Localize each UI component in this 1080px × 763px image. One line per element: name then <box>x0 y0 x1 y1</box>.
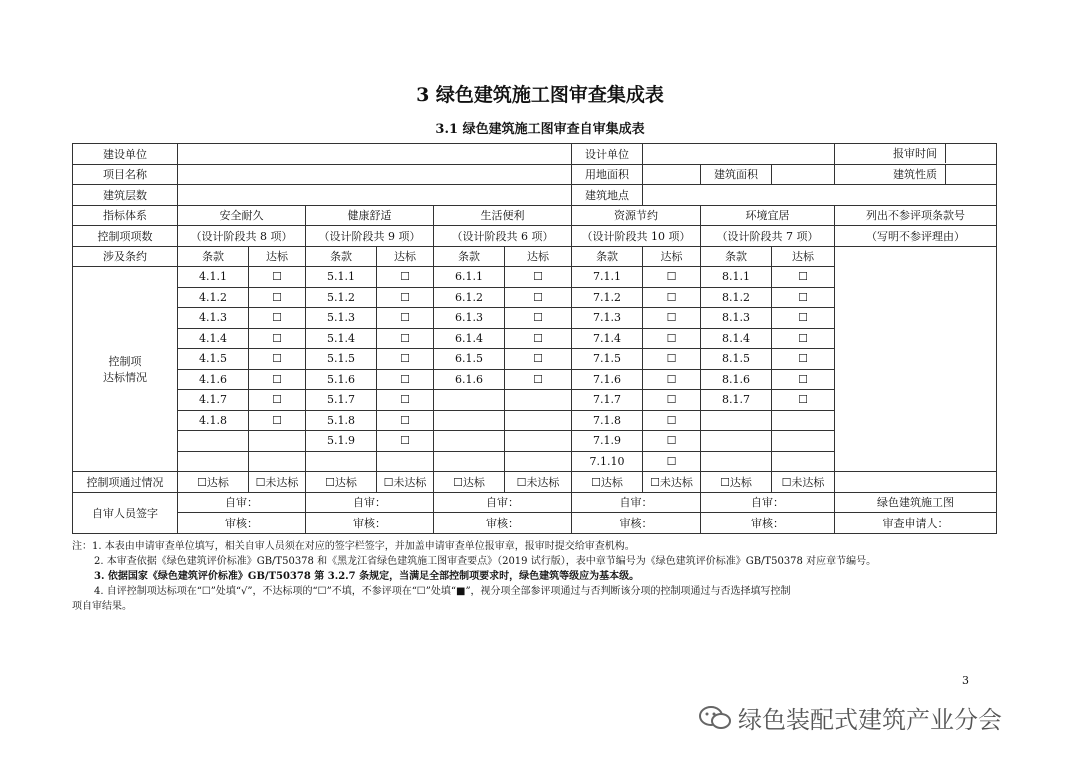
clause-number: 7.1.4 <box>572 328 643 349</box>
reach-checkbox[interactable]: ☐ <box>377 267 434 288</box>
empty-cell <box>178 451 249 472</box>
reach-checkbox[interactable]: ☐ <box>772 287 835 308</box>
clause-number: 7.1.2 <box>572 287 643 308</box>
header-reach: 达标 <box>249 246 306 267</box>
label-design-unit: 设计单位 <box>572 144 643 165</box>
empty-cell <box>505 390 572 411</box>
status-label-line2: 达标情况 <box>103 371 147 384</box>
empty-cell <box>434 390 505 411</box>
clause-number: 5.1.1 <box>306 267 377 288</box>
label-status <box>73 267 178 472</box>
clause-number: 4.1.2 <box>178 287 249 308</box>
clause-number: 5.1.2 <box>306 287 377 308</box>
header-clause: 条款 <box>572 246 643 267</box>
reach-checkbox[interactable]: ☐ <box>643 410 701 431</box>
clause-number: 6.1.4 <box>434 328 505 349</box>
field-project-name[interactable] <box>178 164 572 185</box>
reach-checkbox[interactable]: ☐ <box>249 410 306 431</box>
fail-option[interactable]: ☐未达标 <box>772 472 835 493</box>
reach-checkbox[interactable]: ☐ <box>377 349 434 370</box>
clause-number: 7.1.8 <box>572 410 643 431</box>
clause-number: 4.1.4 <box>178 328 249 349</box>
note-2: 2. 本审查依据《绿色建筑评价标准》GB/T50378 和《黑龙江省绿色建筑施工图审查要点》（2019 试行版），表中章节编号为《绿色建筑评价标准》GB/T50378 对应章节编号。 <box>94 556 877 567</box>
label-report-time: 报审时间 <box>885 144 946 163</box>
clause-number: 4.1.5 <box>178 349 249 370</box>
category-health: 健康舒适 <box>306 205 434 226</box>
watermark-text: 绿色装配式建筑产业分会 <box>738 706 1002 734</box>
empty-cell <box>772 451 835 472</box>
header-reach: 达标 <box>377 246 434 267</box>
clause-number: 7.1.6 <box>572 369 643 390</box>
label-system: 指标体系 <box>73 205 178 226</box>
clause-number: 7.1.3 <box>572 308 643 329</box>
empty-cell <box>701 431 772 452</box>
field-building-area[interactable] <box>772 164 835 185</box>
header-clause: 条款 <box>178 246 249 267</box>
report-time-cell <box>835 144 997 165</box>
header-clause: 条款 <box>306 246 377 267</box>
header-reach: 达标 <box>505 246 572 267</box>
header-reach: 达标 <box>772 246 835 267</box>
empty-cell <box>505 451 572 472</box>
reach-checkbox[interactable]: ☐ <box>772 308 835 329</box>
applicant-label-line2: 审查申请人： <box>835 513 997 534</box>
self-review-field[interactable]: 自审： <box>306 492 434 513</box>
empty-cell <box>434 431 505 452</box>
empty-cell <box>178 431 249 452</box>
reach-checkbox[interactable]: ☐ <box>772 267 835 288</box>
reach-checkbox[interactable]: ☐ <box>249 267 306 288</box>
empty-cell <box>772 431 835 452</box>
header-clause: 条款 <box>434 246 505 267</box>
reach-checkbox[interactable]: ☐ <box>377 390 434 411</box>
clause-number: 5.1.8 <box>306 410 377 431</box>
header-reach: 达标 <box>643 246 701 267</box>
label-floors: 建筑层数 <box>73 185 178 206</box>
field-land-area[interactable] <box>643 164 701 185</box>
page-title: 3 绿色建筑施工图审查集成表 <box>416 84 664 106</box>
reach-checkbox[interactable]: ☐ <box>249 287 306 308</box>
reach-checkbox[interactable]: ☐ <box>377 328 434 349</box>
count-resource: （设计阶段共 10 项） <box>572 226 701 247</box>
clause-number: 7.1.7 <box>572 390 643 411</box>
reach-checkbox[interactable]: ☐ <box>772 390 835 411</box>
clause-number: 8.1.2 <box>701 287 772 308</box>
empty-cell <box>434 410 505 431</box>
count-environment: （设计阶段共 7 项） <box>701 226 835 247</box>
reach-checkbox[interactable]: ☐ <box>377 410 434 431</box>
category-safety: 安全耐久 <box>178 205 306 226</box>
label-count: 控制项项数 <box>73 226 178 247</box>
label-excluded: 列出不参评项条款号 <box>835 205 997 226</box>
category-convenience: 生活便利 <box>434 205 572 226</box>
clause-number: 6.1.5 <box>434 349 505 370</box>
review-field[interactable]: 审核： <box>306 513 434 534</box>
review-table <box>72 143 997 534</box>
clause-number: 4.1.8 <box>178 410 249 431</box>
reach-checkbox[interactable]: ☐ <box>377 369 434 390</box>
field-location[interactable] <box>643 185 997 206</box>
clause-number: 7.1.1 <box>572 267 643 288</box>
self-review-field[interactable]: 自审： <box>572 492 701 513</box>
reach-checkbox[interactable]: ☐ <box>643 390 701 411</box>
count-health: （设计阶段共 9 项） <box>306 226 434 247</box>
category-environment: 环境宜居 <box>701 205 835 226</box>
reach-checkbox[interactable]: ☐ <box>377 431 434 452</box>
header-clause: 条款 <box>701 246 772 267</box>
clause-number: 6.1.1 <box>434 267 505 288</box>
clause-number: 8.1.3 <box>701 308 772 329</box>
field-build-unit[interactable] <box>178 144 572 165</box>
label-build-unit: 建设单位 <box>73 144 178 165</box>
building-nature-cell <box>835 164 997 185</box>
label-land-area: 用地面积 <box>572 164 643 185</box>
reach-checkbox[interactable]: ☐ <box>643 328 701 349</box>
count-convenience: （设计阶段共 6 项） <box>434 226 572 247</box>
clause-number: 8.1.5 <box>701 349 772 370</box>
reach-checkbox[interactable]: ☐ <box>377 287 434 308</box>
pass-option[interactable]: ☐达标 <box>701 472 772 493</box>
fail-option[interactable]: ☐未达标 <box>249 472 306 493</box>
clause-number: 5.1.5 <box>306 349 377 370</box>
reach-checkbox[interactable]: ☐ <box>505 308 572 329</box>
empty-cell <box>249 431 306 452</box>
clause-number: 5.1.6 <box>306 369 377 390</box>
note-4-cont: 项自审结果。 <box>72 601 132 612</box>
page-number: 3 <box>962 674 969 687</box>
self-review-field[interactable]: 自审： <box>178 492 306 513</box>
reach-checkbox[interactable]: ☐ <box>249 308 306 329</box>
clause-number: 8.1.4 <box>701 328 772 349</box>
reach-checkbox[interactable]: ☐ <box>643 267 701 288</box>
reach-checkbox[interactable]: ☐ <box>772 369 835 390</box>
clause-number: 6.1.6 <box>434 369 505 390</box>
reach-checkbox[interactable]: ☐ <box>505 287 572 308</box>
clause-number: 4.1.7 <box>178 390 249 411</box>
review-field[interactable]: 审核： <box>178 513 306 534</box>
reach-checkbox[interactable]: ☐ <box>505 267 572 288</box>
clause-number: 7.1.9 <box>572 431 643 452</box>
reach-checkbox[interactable]: ☐ <box>505 349 572 370</box>
clause-number: 5.1.9 <box>306 431 377 452</box>
self-review-field[interactable]: 自审： <box>434 492 572 513</box>
reach-checkbox[interactable]: ☐ <box>249 349 306 370</box>
clause-number: 5.1.3 <box>306 308 377 329</box>
label-pass: 控制项通过情况 <box>73 472 178 493</box>
note-4: 4. 自评控制项达标项在“☐”处填“√”，不达标项的“☐”不填，不参评项在“☐”处填“■”，视分项全部参评项通过与否判断该分项的控制项通过与否选择填写控制 <box>94 586 791 597</box>
empty-cell <box>835 472 997 493</box>
empty-cell <box>505 431 572 452</box>
label-location: 建筑地点 <box>572 185 643 206</box>
applicant-label-line1: 绿色建筑施工图 <box>835 492 997 513</box>
clause-number: 5.1.4 <box>306 328 377 349</box>
clause-number: 8.1.7 <box>701 390 772 411</box>
clause-number: 4.1.6 <box>178 369 249 390</box>
excluded-note: （写明不参评理由） <box>835 226 997 247</box>
reach-checkbox[interactable]: ☐ <box>643 369 701 390</box>
reach-checkbox[interactable]: ☐ <box>772 349 835 370</box>
reach-checkbox[interactable]: ☐ <box>377 308 434 329</box>
reach-checkbox[interactable]: ☐ <box>643 431 701 452</box>
label-building-area: 建筑面积 <box>701 164 772 185</box>
fail-option[interactable]: ☐未达标 <box>377 472 434 493</box>
category-resource: 资源节约 <box>572 205 701 226</box>
field-design-unit[interactable] <box>643 144 835 165</box>
field-floors[interactable] <box>178 185 572 206</box>
label-clause: 涉及条约 <box>73 246 178 267</box>
empty-cell <box>306 451 377 472</box>
empty-cell <box>434 451 505 472</box>
reach-checkbox[interactable]: ☐ <box>505 328 572 349</box>
reach-checkbox[interactable]: ☐ <box>772 328 835 349</box>
notes <box>72 539 992 614</box>
reach-checkbox[interactable]: ☐ <box>643 451 701 472</box>
note-1: 注：1. 本表由申请审查单位填写，相关自审人员须在对应的签字栏签字，并加盖申请审查单位报审章，报审时提交给审查机构。 <box>72 541 635 552</box>
reach-checkbox[interactable]: ☐ <box>643 349 701 370</box>
clause-number: 7.1.5 <box>572 349 643 370</box>
reach-checkbox[interactable]: ☐ <box>249 369 306 390</box>
pass-option[interactable]: ☐达标 <box>178 472 249 493</box>
clause-number: 7.1.10 <box>572 451 643 472</box>
watermark <box>698 700 1002 737</box>
label-sign: 自审人员签字 <box>73 492 178 533</box>
clause-number: 4.1.1 <box>178 267 249 288</box>
clause-number: 5.1.7 <box>306 390 377 411</box>
label-project-name: 项目名称 <box>73 164 178 185</box>
review-field[interactable]: 审核： <box>572 513 701 534</box>
reach-checkbox[interactable]: ☐ <box>643 287 701 308</box>
clause-number: 4.1.3 <box>178 308 249 329</box>
reach-checkbox[interactable]: ☐ <box>249 390 306 411</box>
empty-cell <box>701 410 772 431</box>
clause-number: 8.1.6 <box>701 369 772 390</box>
review-field[interactable]: 审核： <box>434 513 572 534</box>
status-label-line1: 控制项 <box>108 355 142 368</box>
table-title: 3.1 绿色建筑施工图审查自审集成表 <box>435 122 645 137</box>
count-safety: （设计阶段共 8 项） <box>178 226 306 247</box>
note-3: 3. 依据国家《绿色建筑评价标准》GB/T50378 第 3.2.7 条规定，当满足全部控制项要求时，绿色建筑等级应为基本级。 <box>94 571 640 582</box>
review-field[interactable]: 审核： <box>701 513 835 534</box>
fail-option[interactable]: ☐未达标 <box>643 472 701 493</box>
clause-number: 6.1.2 <box>434 287 505 308</box>
empty-cell <box>505 410 572 431</box>
pass-option[interactable]: ☐达标 <box>306 472 377 493</box>
excluded-area[interactable] <box>835 246 997 472</box>
clause-number: 8.1.1 <box>701 267 772 288</box>
wechat-bubble-icon <box>698 705 732 737</box>
empty-cell <box>249 451 306 472</box>
fail-option[interactable]: ☐未达标 <box>505 472 572 493</box>
empty-cell <box>701 451 772 472</box>
reach-checkbox[interactable]: ☐ <box>643 308 701 329</box>
reach-checkbox[interactable]: ☐ <box>505 369 572 390</box>
empty-cell <box>377 451 434 472</box>
label-building-nature: 建筑性质 <box>885 165 946 184</box>
pass-option[interactable]: ☐达标 <box>572 472 643 493</box>
self-review-field[interactable]: 自审： <box>701 492 835 513</box>
pass-option[interactable]: ☐达标 <box>434 472 505 493</box>
reach-checkbox[interactable]: ☐ <box>249 328 306 349</box>
empty-cell <box>772 410 835 431</box>
clause-number: 6.1.3 <box>434 308 505 329</box>
